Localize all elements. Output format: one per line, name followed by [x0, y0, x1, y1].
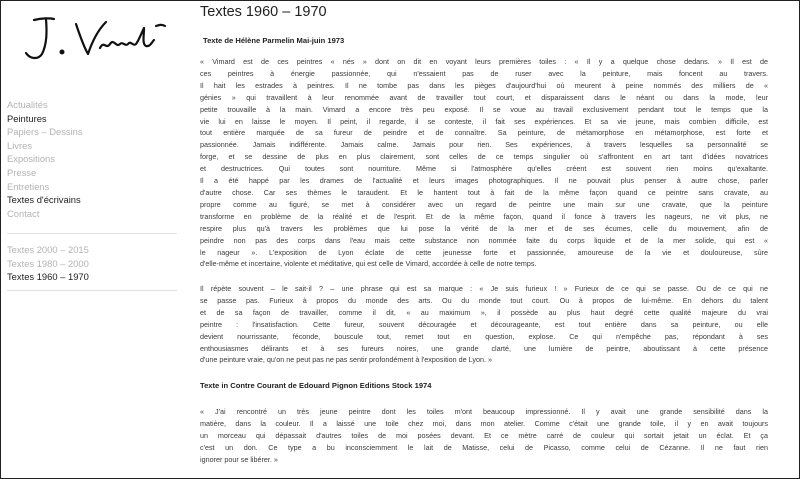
nav-item-papiers-dessins[interactable]: Papiers – Dessins: [7, 126, 83, 138]
nav-item-actualites[interactable]: Actualités: [7, 99, 48, 110]
nav-item-contact[interactable]: Contact: [7, 207, 40, 219]
paragraph: Il répète souvent – le sait-il ? – une phrase qui est sa marque : « Je suis furieux ! » Furieux de ce qui se passe. Ou de ce qui ne se passe pas. Furieux à propos du monde des arts. Ou du monde tout court. Ou à propos de lui-même. En dehors du talent et de sa façon de travailler, comme il dit, « au maximum », il possède au plus haut degré cette qualité majeure du vrai peintre : l'insatisfaction. Cette fureur, souvent découragée et décourageante, est tout entière dans sa peinture, ou elle devient nourrissante, féconde, bouscule tout, remet tout en question, explose. Ce qui n'empêche pas, répondant à ses enthousiasmes délirants et à ses fureurs noires, une grande clarté, une lumière de peintre, aboutissant à cette présence d'une peinture vraie, qu'on ne peut pas ne pas sentir profondément à l'exposition de Lyon. »: [200, 284, 768, 365]
subnav-item-2000-2015[interactable]: Textes 2000 – 2015: [7, 244, 89, 255]
nav-item-textes-ecrivains[interactable]: Textes d'écrivains: [7, 194, 81, 206]
nav-item-presse[interactable]: Presse: [7, 166, 37, 178]
primary-nav: [7, 98, 83, 220]
site-logo[interactable]: [20, 14, 170, 64]
nav-item-livres[interactable]: Livres: [7, 139, 33, 151]
subnav-item-1960-1970[interactable]: Textes 1960 – 1970: [7, 271, 89, 283]
nav-divider: [7, 290, 177, 291]
nav-item-expositions[interactable]: Expositions: [7, 153, 55, 165]
main-content: [200, 0, 775, 479]
nav-item-entretiens[interactable]: Entretiens: [7, 180, 50, 192]
sidebar: [0, 0, 190, 479]
secondary-nav: [7, 243, 89, 284]
nav-divider: [7, 233, 177, 234]
page-title: Textes 1960 – 1970: [200, 4, 327, 20]
section-title: Texte in Contre Courant de Edouard Pignon Editions Stock 1974: [200, 381, 432, 390]
nav-item-peintures[interactable]: Peintures: [7, 112, 47, 124]
paragraph: « Vimard est de ces peintres « nés » dont on dit en voyant leurs premières toiles : « Il y a quelque chose dedans. » Il est de ces peintres à énergie passionnée, qui n'essaient pas de ruser avec la peinture, mais foncent au travers. Il hait les estrades à peintres. Il ne tombe pas dans les pièges d'aujourd'hui où meurent à peine nommés des milliers de « génies » qui travaillent à leur renommée avant de travailler tout court, et disparaissent dans le néant ou dans la mode, leur petite trouvaille à la main. Vimard a encore très peu exposé. Il se voue au travail exclusivement pendant tout le temps que la vie lui en laisse le moyen. Il peint, il regarde, il se conteste, il fait ses expériences. Et sa vie jeune, mais combien difficile, est tout entière marquée de sa fureur de peindre et de connaître. Sa peinture, de métamorphose en métamorphose, est forte et passionnée. Jamais indifférente. Jamais calme. Jamais pour rien. Ses expériences, à travers lesquelles sa personnalité se forge, et se dessine de plus en plus clairement, sont celles de ce temps singulier où s'affrontent en art tant d'idées novatrices et destructrices. Qui toutes sont nourriture. Même si l'atmosphère qu'elles créent est souvent rien moins qu'exaltante. Il a été happé par les drames de l'actualité et leurs images photographiques. Il ne pouvait plus penser à autre chose, parler d'autre chose. Car ses thèmes le taraudent. Et le hantent tout à fait de la même façon quand ce peintre sans cravate, au propre comme au figuré, se met à considérer avec un regard de peintre une main sur une cravate, que la peinture transforme en problème de la réalité et de l'esprit. Et de la même façon, quand il fonce à travers les nageurs, ne vit plus, ne respire plus qu'à travers les problèmes que lui pose la vérité de la mer et de ses écumes, celle du mouvement, afin de peindre non pas des corps dans l'eau mais cette substance non nommée faite du corps liquide et de la mer solide, qui est « le nageur ». L'exposition de Lyon éclate de cette jeunesse forte et passionnée, amoureuse de la vie et douloureuse, sûre d'elle-même et incertaine, violente et méditative, qui est celle de Vimard, accordée à celle de notre temps.: [200, 57, 768, 269]
paragraph: « J'ai rencontré un très jeune peintre dont les toiles m'ont beaucoup impressionné. Il y avait une grande sensibilité dans la matière, dans la couleur. Il a laissé une toile chez moi, dans mon atelier. Comme c'était une grande toile, il y en avait toujours un morceau qui dépassait d'autres toiles de moi posées devant. Et ce mètre carré de couleur qui sortait jetait un éclat. Et ça c'est un don. Ce type a bu inconsciemment le lait de Matisse, celui de Picasso, comme celui de Cézanne. Il ne faut rien ignorer pour se libérer. »: [200, 407, 768, 464]
subnav-item-1980-2000[interactable]: Textes 1980 – 2000: [7, 257, 89, 269]
signature-logo-icon: [20, 14, 170, 64]
section-title: Texte de Hélène Parmelin Mai-juin 1973: [203, 36, 345, 45]
